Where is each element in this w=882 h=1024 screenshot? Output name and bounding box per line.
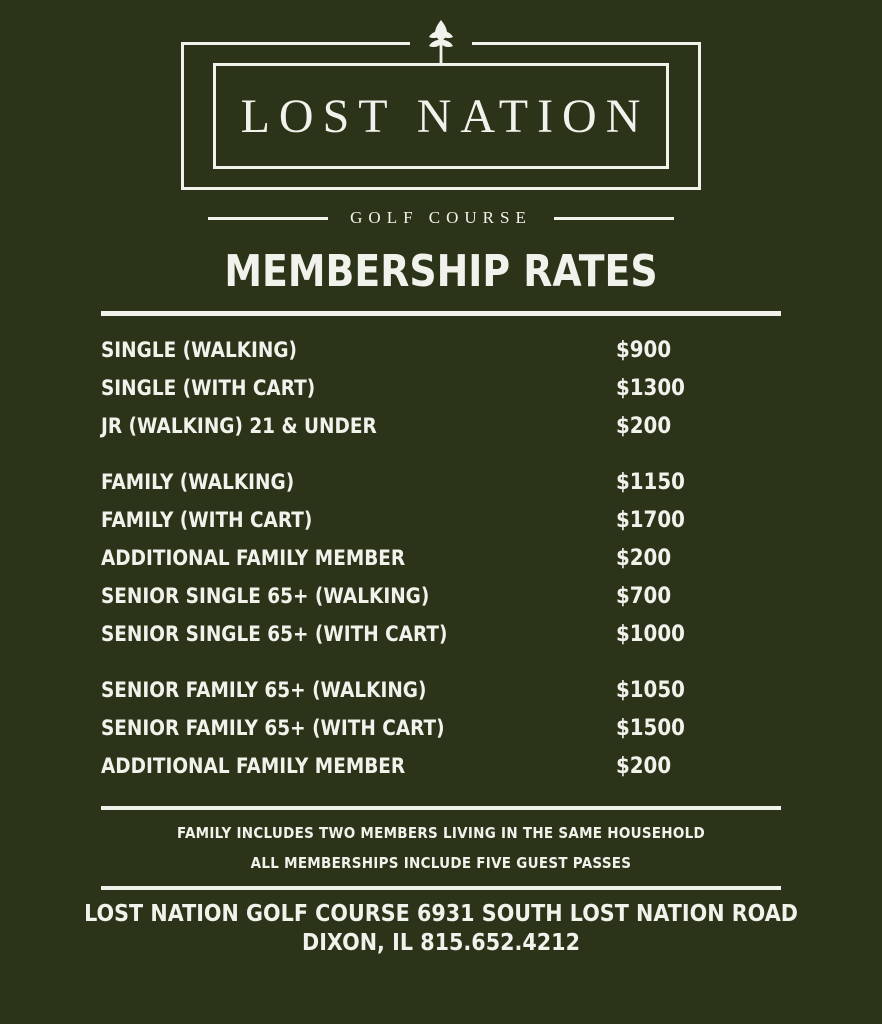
rate-label: SENIOR FAMILY 65+ (WITH CART) (101, 716, 445, 740)
rate-price: $200 (616, 754, 672, 779)
divider-footer (101, 886, 781, 890)
table-row (101, 584, 781, 622)
logo-frame-inner (213, 63, 669, 169)
divider-notes (101, 806, 781, 810)
rate-group (101, 678, 781, 792)
brand-name: LOST NATION (240, 89, 650, 143)
note-guest-passes: ALL MEMBERSHIPS INCLUDE FIVE GUEST PASSES (250, 854, 632, 872)
group-spacer (101, 660, 781, 678)
brand-subtitle: GOLF COURSE (350, 208, 532, 227)
rate-price: $1500 (616, 716, 685, 741)
group-spacer (101, 452, 781, 470)
table-row (101, 414, 781, 452)
rate-label: ADDITIONAL FAMILY MEMBER (101, 546, 406, 570)
table-row (101, 508, 781, 546)
rate-label: FAMILY (WITH CART) (101, 508, 313, 532)
table-row (101, 470, 781, 508)
rate-group (101, 470, 781, 660)
leaf-icon (424, 18, 458, 64)
footer-city-phone: DIXON, IL 815.652.4212 (302, 929, 580, 956)
table-row (101, 678, 781, 716)
rate-price: $1150 (616, 470, 685, 495)
rate-label: SENIOR FAMILY 65+ (WALKING) (101, 678, 427, 702)
subtitle-rule-left (208, 217, 328, 220)
logo-frame (181, 42, 701, 190)
rate-label: SENIOR SINGLE 65+ (WITH CART) (101, 622, 448, 646)
brand-subtitle-row (181, 208, 701, 228)
rate-label: SINGLE (WITH CART) (101, 376, 316, 400)
rate-price: $1300 (616, 376, 685, 401)
table-row (101, 622, 781, 660)
rate-group (101, 338, 781, 452)
rate-label: SINGLE (WALKING) (101, 338, 298, 362)
rate-price: $900 (616, 338, 672, 363)
rate-price: $1050 (616, 678, 685, 703)
footer-address: LOST NATION GOLF COURSE 6931 SOUTH LOST NATION ROAD (84, 901, 798, 927)
logo-block (0, 0, 882, 228)
rate-price: $200 (616, 546, 672, 571)
note-family: FAMILY INCLUDES TWO MEMBERS LIVING IN THE SAME HOUSEHOLD (177, 824, 705, 842)
table-row (101, 376, 781, 414)
subtitle-rule-right (554, 217, 674, 220)
footer-block (0, 900, 882, 958)
divider-top (101, 311, 781, 316)
rate-label: SENIOR SINGLE 65+ (WALKING) (101, 584, 430, 608)
table-row (101, 338, 781, 376)
rate-price: $200 (616, 414, 672, 439)
rate-label: ADDITIONAL FAMILY MEMBER (101, 754, 406, 778)
rates-list (101, 338, 781, 792)
rate-label: JR (WALKING) 21 & UNDER (101, 414, 377, 438)
table-row (101, 754, 781, 792)
rate-label: FAMILY (WALKING) (101, 470, 295, 494)
rate-price: $700 (616, 584, 672, 609)
table-row (101, 546, 781, 584)
notes-block (0, 824, 882, 872)
page-title: MEMBERSHIP RATES (224, 246, 658, 297)
rate-price: $1700 (616, 508, 685, 533)
rate-price: $1000 (616, 622, 685, 647)
table-row (101, 716, 781, 754)
